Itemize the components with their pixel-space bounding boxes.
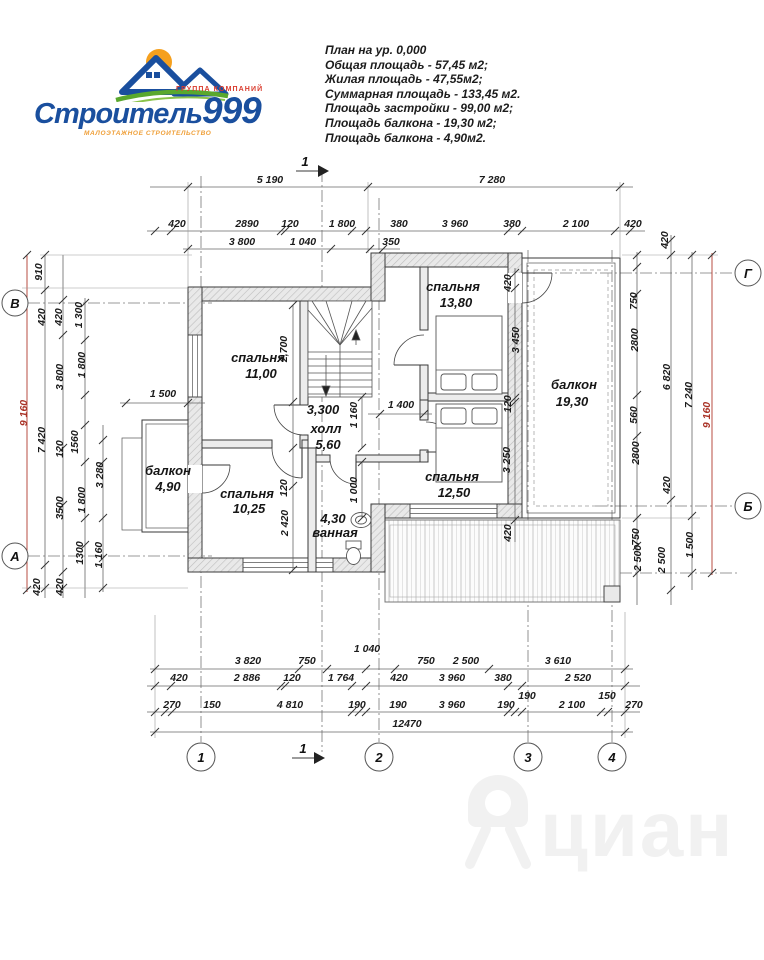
dim-label: 1300 xyxy=(74,541,86,565)
staircase xyxy=(308,301,372,397)
dim-label: 560 xyxy=(628,406,640,424)
dim-label: 120 xyxy=(281,218,299,230)
axis-number-2: 2 xyxy=(375,750,383,765)
logo-tagline: МАЛОЭТАЖНОЕ СТРОИТЕЛЬСТВО xyxy=(84,130,212,137)
dim-label: 3500 xyxy=(54,496,66,520)
spec-line: Суммарная площадь - 133,45 м2. xyxy=(325,86,521,101)
axis-letter-A: А xyxy=(10,549,20,564)
dim-label: 1 160 xyxy=(93,541,105,569)
room-bedroom4-area: 12,50 xyxy=(437,485,471,500)
dim-label: 420 xyxy=(168,218,186,230)
dim-label: 1 800 xyxy=(76,351,88,379)
dim-label: 6 820 xyxy=(661,363,673,391)
dim-label: 420 xyxy=(36,308,48,326)
dim-label: 750 xyxy=(417,655,435,667)
dim-label: 2800 xyxy=(629,328,641,352)
dim-label: 1 500 xyxy=(149,388,177,400)
dim-label: 3 820 xyxy=(234,655,262,667)
dim-label: 2 886 xyxy=(233,672,261,684)
pillow xyxy=(441,408,466,424)
dim-label: 420 xyxy=(53,308,65,326)
watermark-pin-leg xyxy=(470,829,486,864)
dim-label: 120 xyxy=(502,395,514,413)
section-arrow-icon xyxy=(318,165,329,177)
dim-label: 190 xyxy=(389,699,407,711)
dim-label: 1 400 xyxy=(387,399,415,411)
toilet-bowl xyxy=(347,548,361,565)
dim-label: 5 190 xyxy=(256,174,284,186)
watermark-pin-icon xyxy=(468,775,528,827)
spec-line: Площадь балкона - 19,30 м2; xyxy=(325,115,497,130)
dim-label: 420 xyxy=(661,476,673,494)
sink-basin xyxy=(356,516,367,524)
dim-label: 3 960 xyxy=(438,672,466,684)
dim-label: 1 800 xyxy=(328,218,356,230)
logo-brand-text: Строитель xyxy=(34,98,203,130)
dim-label: 1560 xyxy=(69,430,81,454)
dim-label: 910 xyxy=(33,263,45,281)
dim-label: 270 xyxy=(625,699,643,711)
dim-label: 1 800 xyxy=(76,486,88,514)
dim-label: 3 960 xyxy=(441,218,469,230)
dim-label: 380 xyxy=(494,672,512,684)
spec-line: Общая площадь - 57,45 м2; xyxy=(325,57,489,72)
dim-label: 2890 xyxy=(235,218,259,230)
dim-label: 4 810 xyxy=(276,699,304,711)
dim-label: 3 280 xyxy=(94,461,106,489)
axis-number-3: 3 xyxy=(524,750,532,765)
room-bath-label: ванная xyxy=(312,525,358,540)
room-balcony-left-label: балкон xyxy=(145,463,191,478)
section-label-top: 1 xyxy=(301,154,309,169)
dim-label: 2 100 xyxy=(558,699,586,711)
room-bedroom2-area: 13,80 xyxy=(439,295,473,310)
dim-label: 120 xyxy=(283,672,301,684)
dim-label: 420 xyxy=(659,231,671,249)
dim-label: 420 xyxy=(54,578,66,596)
dim-label: 2 500 xyxy=(452,655,480,667)
logo-group-label: ГРУППА КОМПАНИЙ xyxy=(176,86,264,93)
room-bath-area: 4,30 xyxy=(320,511,346,526)
axis-letter-G: Г xyxy=(744,266,752,281)
dim-label: 3 800 xyxy=(228,236,256,248)
dim-label: 1 000 xyxy=(348,476,360,504)
dim-label: 120 xyxy=(54,440,66,458)
dim-label: 1 160 xyxy=(348,401,360,429)
dim-label: 1 764 xyxy=(327,672,355,684)
dim-label: 420 xyxy=(390,672,408,684)
dim-label: 420 xyxy=(624,218,642,230)
dim-label: 380 xyxy=(390,218,408,230)
room-bedroom4-label: спальня xyxy=(425,469,479,484)
dim-label: 350 xyxy=(382,236,400,248)
room-balcony-left-area: 4,90 xyxy=(155,479,181,494)
dim-label: 420 xyxy=(502,274,514,292)
room-balcony-right-area: 19,30 xyxy=(555,394,589,409)
dim-label: 750 xyxy=(298,655,316,667)
section-arrow-icon xyxy=(314,752,325,764)
dim-label: 2 520 xyxy=(564,672,592,684)
dim-label: 420 xyxy=(502,524,514,542)
dim-label: 2800 xyxy=(630,441,642,465)
room-hall-width: 3,300 xyxy=(306,402,340,417)
dim-label: 1 300 xyxy=(73,301,85,329)
pillow xyxy=(441,374,466,390)
dim-label: 120 xyxy=(278,479,290,497)
axis-letter-B: В xyxy=(10,296,20,311)
watermark-text: циан xyxy=(540,785,735,873)
dimension-labels-left xyxy=(18,263,106,597)
dim-label: 380 xyxy=(503,218,521,230)
room-bedroom3-label: спальня xyxy=(220,486,274,501)
dim-label: 7 420 xyxy=(36,426,48,454)
room-hall-area: 5,60 xyxy=(315,437,341,452)
dim-label: 7 280 xyxy=(478,174,506,186)
cian-watermark xyxy=(468,775,734,873)
dim-label: 2 500 xyxy=(656,546,668,574)
dim-label: 2 500 xyxy=(632,544,644,572)
room-hall-label: холл xyxy=(310,421,342,436)
dimension-labels-bottom xyxy=(162,643,643,730)
room-bedroom3-area: 10,25 xyxy=(232,501,266,516)
dim-label: 190 xyxy=(518,690,536,702)
room-bedroom1-label: спальня xyxy=(231,350,285,365)
dim-label: 3 250 xyxy=(501,446,513,474)
dim-label-overall: 9 160 xyxy=(18,399,30,427)
dim-label: 420 xyxy=(31,578,43,596)
dim-label: 7 240 xyxy=(683,381,695,409)
dim-label: 420 xyxy=(170,672,188,684)
dim-label: 750 xyxy=(628,292,640,310)
room-bedroom1-area: 11,00 xyxy=(245,366,277,381)
dim-label: 270 xyxy=(163,699,181,711)
dim-label: 750 xyxy=(630,528,642,546)
dim-label: 1 500 xyxy=(684,531,696,559)
pillow xyxy=(472,408,497,424)
spec-line: Жилая площадь - 47,55м2; xyxy=(325,72,483,87)
spec-line: Площадь балкона - 4,90м2. xyxy=(325,130,486,145)
axis-number-4: 4 xyxy=(608,750,616,765)
logo-brand-999: 999 xyxy=(202,90,261,131)
room-balcony-right-label: балкон xyxy=(551,377,597,392)
dim-label: 190 xyxy=(497,699,515,711)
dim-label: 150 xyxy=(598,690,616,702)
dimension-labels-right xyxy=(628,231,713,574)
axis-letter-B2: Б xyxy=(743,499,753,514)
dim-label: 2,700 xyxy=(278,335,290,363)
dim-label-overall: 9 160 xyxy=(701,401,713,429)
dim-label: 3 800 xyxy=(54,363,66,391)
watermark-pin-leg xyxy=(510,829,526,864)
dim-label: 1 040 xyxy=(289,236,317,248)
dim-label: 190 xyxy=(348,699,366,711)
spec-line: План на ур. 0,000 xyxy=(325,43,427,57)
dim-label: 1 040 xyxy=(353,643,381,655)
spec-line: Площадь застройки - 99,00 м2; xyxy=(325,101,514,116)
dim-label: 3 610 xyxy=(544,655,572,667)
dim-label: 2 420 xyxy=(279,509,291,537)
dim-label: 2 100 xyxy=(562,218,590,230)
axis-number-1: 1 xyxy=(197,750,205,765)
dim-label: 3 450 xyxy=(510,326,522,354)
section-label-bottom: 1 xyxy=(299,741,307,756)
dim-label-total: 12470 xyxy=(392,718,422,730)
dim-label: 150 xyxy=(203,699,221,711)
dim-label: 3 960 xyxy=(438,699,466,711)
pillow xyxy=(472,374,497,390)
room-bedroom2-label: спальня xyxy=(426,279,480,294)
dimension-labels-top xyxy=(167,174,642,248)
